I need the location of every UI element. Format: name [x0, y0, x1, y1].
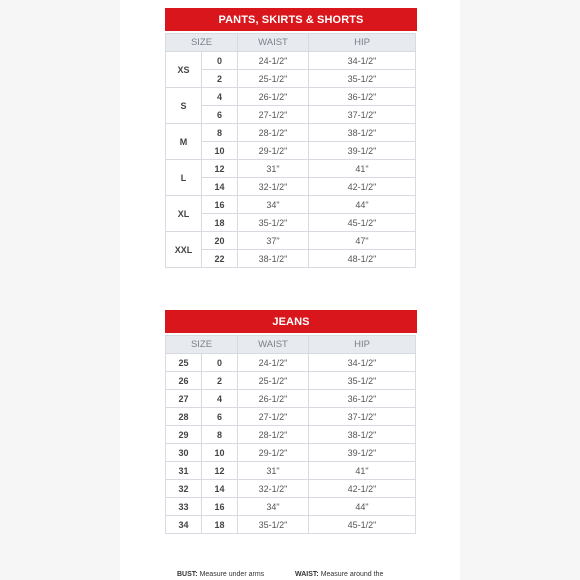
- table-row: [166, 480, 416, 498]
- numeric-size-cell: 20: [202, 232, 238, 250]
- waist-column-header: WAIST: [238, 34, 309, 52]
- hip-cell: 35-1/2": [309, 70, 416, 88]
- waist-cell: 24-1/2": [238, 354, 309, 372]
- waist-cell: 24-1/2": [238, 52, 309, 70]
- waist-cell: 31": [238, 462, 309, 480]
- numeric-size-cell: 2: [202, 372, 238, 390]
- table-header-row: [166, 34, 416, 52]
- table-row: [166, 426, 416, 444]
- numeric-size-cell: 12: [202, 160, 238, 178]
- pants-size-chart: [165, 8, 417, 268]
- hip-cell: 42-1/2": [309, 480, 416, 498]
- table-row: [166, 52, 416, 70]
- hip-cell: 36-1/2": [309, 88, 416, 106]
- table-header-row: [166, 336, 416, 354]
- table-row: [166, 390, 416, 408]
- jean-size-cell: 27: [166, 390, 202, 408]
- jean-size-cell: 28: [166, 408, 202, 426]
- numeric-size-cell: 14: [202, 480, 238, 498]
- table-row: [166, 462, 416, 480]
- hip-cell: 37-1/2": [309, 106, 416, 124]
- waist-cell: 38-1/2": [238, 250, 309, 268]
- hip-cell: 38-1/2": [309, 124, 416, 142]
- waist-cell: 35-1/2": [238, 516, 309, 534]
- table-row: [166, 142, 416, 160]
- hip-cell: 39-1/2": [309, 444, 416, 462]
- jean-size-cell: 30: [166, 444, 202, 462]
- hip-cell: 45-1/2": [309, 516, 416, 534]
- size-group-label: XXL: [166, 232, 202, 268]
- size-group-label: M: [166, 124, 202, 160]
- hip-cell: 47": [309, 232, 416, 250]
- hip-cell: 44": [309, 196, 416, 214]
- hip-cell: 44": [309, 498, 416, 516]
- hip-cell: 41": [309, 462, 416, 480]
- table-row: [166, 196, 416, 214]
- waist-cell: 26-1/2": [238, 88, 309, 106]
- table-row: [166, 178, 416, 196]
- size-chart-page: [120, 0, 460, 580]
- jean-size-cell: 34: [166, 516, 202, 534]
- size-column-header: SIZE: [166, 336, 238, 354]
- jeans-size-table: [165, 335, 416, 534]
- table-row: [166, 70, 416, 88]
- numeric-size-cell: 0: [202, 52, 238, 70]
- numeric-size-cell: 2: [202, 70, 238, 88]
- waist-cell: 26-1/2": [238, 390, 309, 408]
- bust-note-text: Measure under arms: [199, 571, 265, 578]
- table-row: [166, 498, 416, 516]
- table-row: [166, 516, 416, 534]
- table-row: [166, 232, 416, 250]
- numeric-size-cell: 12: [202, 462, 238, 480]
- hip-cell: 48-1/2": [309, 250, 416, 268]
- table-row: [166, 354, 416, 372]
- table-row: [166, 124, 416, 142]
- numeric-size-cell: 18: [202, 214, 238, 232]
- waist-cell: 32-1/2": [238, 480, 309, 498]
- numeric-size-cell: 0: [202, 354, 238, 372]
- jean-size-cell: 29: [166, 426, 202, 444]
- numeric-size-cell: 8: [202, 124, 238, 142]
- hip-column-header: HIP: [309, 336, 416, 354]
- waist-cell: 34": [238, 498, 309, 516]
- table-row: [166, 408, 416, 426]
- numeric-size-cell: 8: [202, 426, 238, 444]
- table-row: [166, 160, 416, 178]
- hip-cell: 36-1/2": [309, 390, 416, 408]
- waist-cell: 25-1/2": [238, 70, 309, 88]
- pants-size-table: [165, 33, 416, 268]
- waist-note-label: WAIST:: [295, 571, 319, 578]
- waist-cell: 37": [238, 232, 309, 250]
- waist-cell: 34": [238, 196, 309, 214]
- waist-cell: 32-1/2": [238, 178, 309, 196]
- numeric-size-cell: 10: [202, 142, 238, 160]
- numeric-size-cell: 4: [202, 88, 238, 106]
- waist-cell: 35-1/2": [238, 214, 309, 232]
- waist-note-text: Measure around the: [320, 571, 384, 578]
- hip-cell: 41": [309, 160, 416, 178]
- numeric-size-cell: 22: [202, 250, 238, 268]
- size-group-label: S: [166, 88, 202, 124]
- jean-size-cell: 33: [166, 498, 202, 516]
- table-row: [166, 88, 416, 106]
- hip-cell: 37-1/2": [309, 408, 416, 426]
- waist-cell: 27-1/2": [238, 408, 309, 426]
- waist-cell: 31": [238, 160, 309, 178]
- numeric-size-cell: 18: [202, 516, 238, 534]
- numeric-size-cell: 6: [202, 408, 238, 426]
- hip-cell: 38-1/2": [309, 426, 416, 444]
- bust-note: [177, 571, 264, 578]
- jean-size-cell: 26: [166, 372, 202, 390]
- numeric-size-cell: 4: [202, 390, 238, 408]
- jeans-chart-title: JEANS: [165, 310, 417, 333]
- numeric-size-cell: 14: [202, 178, 238, 196]
- hip-cell: 34-1/2": [309, 354, 416, 372]
- waist-cell: 29-1/2": [238, 142, 309, 160]
- size-group-label: XS: [166, 52, 202, 88]
- hip-cell: 42-1/2": [309, 178, 416, 196]
- jean-size-cell: 25: [166, 354, 202, 372]
- size-group-label: XL: [166, 196, 202, 232]
- hip-cell: 35-1/2": [309, 372, 416, 390]
- size-group-label: L: [166, 160, 202, 196]
- numeric-size-cell: 16: [202, 196, 238, 214]
- waist-cell: 28-1/2": [238, 124, 309, 142]
- numeric-size-cell: 6: [202, 106, 238, 124]
- waist-cell: 25-1/2": [238, 372, 309, 390]
- table-row: [166, 372, 416, 390]
- table-row: [166, 106, 416, 124]
- hip-cell: 45-1/2": [309, 214, 416, 232]
- table-row: [166, 250, 416, 268]
- hip-column-header: HIP: [309, 34, 416, 52]
- hip-cell: 39-1/2": [309, 142, 416, 160]
- table-row: [166, 214, 416, 232]
- waist-cell: 29-1/2": [238, 444, 309, 462]
- jean-size-cell: 31: [166, 462, 202, 480]
- table-row: [166, 444, 416, 462]
- waist-cell: 27-1/2": [238, 106, 309, 124]
- bust-note-label: BUST:: [177, 571, 198, 578]
- waist-column-header: WAIST: [238, 336, 309, 354]
- numeric-size-cell: 16: [202, 498, 238, 516]
- pants-chart-title: PANTS, SKIRTS & SHORTS: [165, 8, 417, 31]
- waist-cell: 28-1/2": [238, 426, 309, 444]
- jean-size-cell: 32: [166, 480, 202, 498]
- jeans-size-chart: [165, 310, 417, 534]
- waist-note: [295, 571, 383, 578]
- hip-cell: 34-1/2": [309, 52, 416, 70]
- numeric-size-cell: 10: [202, 444, 238, 462]
- size-column-header: SIZE: [166, 34, 238, 52]
